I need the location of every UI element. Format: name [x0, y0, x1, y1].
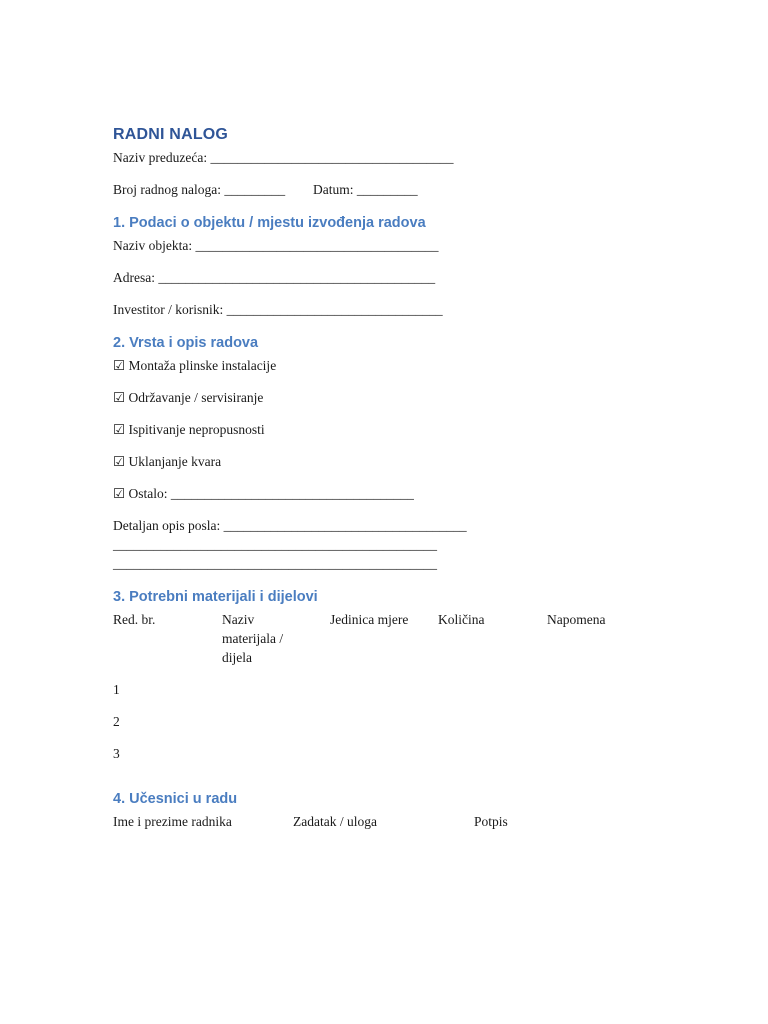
table-row: 3 — [113, 746, 120, 761]
materials-col-header: Napomena — [547, 612, 606, 627]
table-row: 1 — [113, 682, 120, 697]
order-number-field: Broj radnog naloga: _________ — [113, 182, 286, 197]
object-name-field: Naziv objekta: ____________________________________ — [113, 238, 439, 253]
work-type-item: ☑ Ostalo: ____________________________________ — [113, 486, 414, 501]
detailed-description-line: ________________________________________________ — [113, 537, 437, 552]
detailed-description-field: Detaljan opis posla: ____________________________________ — [113, 518, 467, 533]
investor-field: Investitor / korisnik: ________________________________ — [113, 302, 443, 317]
participants-col-header: Ime i prezime radnika — [113, 814, 232, 829]
detailed-description-line: ________________________________________________ — [113, 556, 437, 571]
document-title: RADNI NALOG — [113, 126, 229, 143]
section3-heading: 3. Potrebni materijali i dijelovi — [113, 589, 318, 605]
participants-col-header: Zadatak / uloga — [293, 814, 377, 829]
address-field: Adresa: _________________________________________ — [113, 270, 436, 285]
work-type-item: ☑ Uklanjanje kvara — [113, 454, 222, 469]
materials-col-header: Količina — [438, 612, 485, 627]
work-type-item: ☑ Održavanje / servisiranje — [113, 390, 264, 405]
work-type-item: ☑ Ispitivanje nepropusnosti — [113, 422, 265, 437]
section2-heading: 2. Vrsta i opis radova — [113, 335, 259, 351]
section4-heading: 4. Učesnici u radu — [113, 791, 238, 807]
materials-col-header: Red. br. — [113, 612, 156, 627]
materials-col-header: Naziv materijala / dijela — [222, 612, 284, 665]
table-row: 2 — [113, 714, 120, 729]
participants-col-header: Potpis — [474, 814, 508, 829]
document-page — [113, 0, 673, 1024]
materials-col-header: Jedinica mjere — [330, 612, 409, 627]
date-field: Datum: _________ — [313, 182, 418, 197]
company-name-field: Naziv preduzeća: ____________________________________ — [113, 150, 454, 165]
work-type-item: ☑ Montaža plinske instalacije — [113, 358, 277, 373]
section1-heading: 1. Podaci o objektu / mjestu izvođenja radova — [113, 215, 426, 231]
